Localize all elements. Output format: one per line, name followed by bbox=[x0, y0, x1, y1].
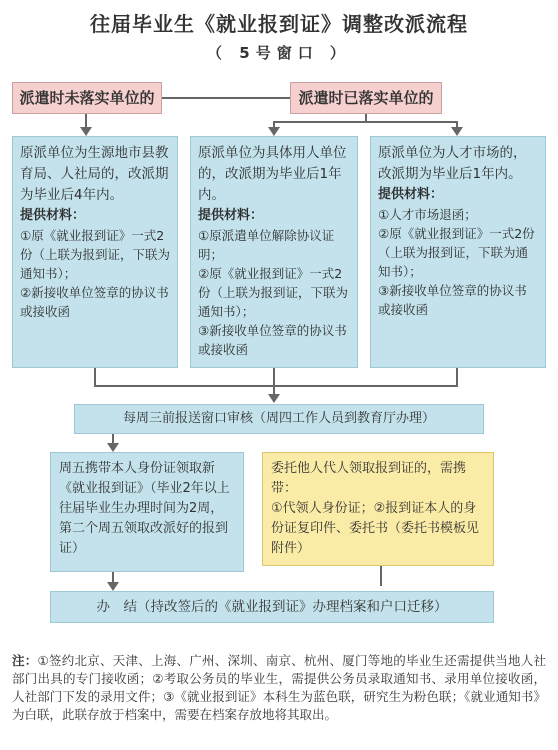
arrow-to-collect bbox=[107, 443, 119, 452]
box3-item: ①人才市场退函； bbox=[378, 207, 477, 222]
arrow-to-finish bbox=[107, 582, 119, 591]
box-talent-market bbox=[370, 136, 546, 368]
box3-item: ③新接收单位签章的协议书或接收函 bbox=[378, 283, 527, 317]
review-step: 每周三前报送窗口审核（周四工作人员到教育厅办理） bbox=[74, 404, 484, 434]
box-employer bbox=[190, 136, 358, 368]
box2-head: 原派单位为具体用人单位的，改派期为毕业后1年内。 bbox=[198, 145, 347, 203]
page-subtitle: （ 5号窗口 ） bbox=[207, 44, 351, 62]
page-title: 往届毕业生《就业报到证》调整改派流程 bbox=[90, 12, 468, 36]
arrow-to-review bbox=[268, 394, 280, 403]
box2-item: ③新接收单位签章的协议书或接收函 bbox=[198, 323, 347, 357]
box1-item: ①原《就业报到证》一式2份（上联为报到证，下联为通知书）； bbox=[20, 228, 171, 281]
box2-item: ①原派遣单位解除协议证明； bbox=[198, 228, 335, 262]
connector-merge-left bbox=[94, 368, 96, 386]
arrow-box3-down bbox=[451, 127, 463, 136]
footnote-text: ①签约北京、天津、上海、广州、深圳、南京、杭州、厦门等地的毕业生还需提供当地人社部门出具的专门接收函；②考取公务员的毕业生，需提供公务员录取通知书、录用单位接收函，人社部门下发的录用文件；③《就业报到证》本科生为蓝色联，研究生为粉色联；《就业通知书》为白联，此联存放于档案中，需要在档案存放地将其取出。 bbox=[12, 653, 546, 722]
arrow-box2-down bbox=[268, 127, 280, 136]
connector-merge-horizontal bbox=[94, 385, 458, 387]
box-local-bureau bbox=[12, 136, 178, 368]
box3-materials-label: 提供材料： bbox=[378, 187, 444, 202]
collect-proxy-step bbox=[262, 452, 494, 566]
box1-item: ②新接收单位签章的协议书或接收函 bbox=[20, 285, 169, 319]
box3-item: ②原《就业报到证》一式2份（上联为报到证，下联为通知书）； bbox=[378, 226, 535, 279]
collect-self-step: 周五携带本人身份证领取新《就业报到证》（毕业2年以上往届毕业生办理时间为2周，第二个周五领取改派好的报到证） bbox=[50, 452, 244, 572]
box1-head: 原派单位为生源地市县教育局、人社局的，改派期为毕业后4年内。 bbox=[20, 145, 169, 203]
box1-materials-label: 提供材料： bbox=[20, 208, 86, 223]
box2-materials-label: 提供材料： bbox=[198, 208, 264, 223]
connector-top bbox=[160, 97, 290, 99]
branch-header-assigned: 派遣时已落实单位的 bbox=[290, 82, 442, 114]
branch-header-unassigned: 派遣时未落实单位的 bbox=[12, 82, 162, 114]
footnote bbox=[12, 652, 546, 724]
proxy-head: 委托他人代人领取报到证的，需携带： bbox=[271, 461, 467, 496]
proxy-body: ①代领人身份证；②报到证本人的身份证复印件、委托书（委托书模板见附件） bbox=[271, 501, 480, 556]
connector-merge-right bbox=[456, 368, 458, 386]
box3-head: 原派单位为人才市场的，改派期为毕业后1年内。 bbox=[378, 145, 527, 182]
box2-item: ②原《就业报到证》一式2份（上联为报到证，下联为通知书）； bbox=[198, 266, 349, 319]
connector-proxy-down bbox=[380, 566, 382, 586]
finish-step: 办 结（持改签后的《就业报到证》办理档案和户口迁移） bbox=[50, 591, 494, 623]
connector-right-horizontal bbox=[273, 121, 458, 123]
arrow-left-down bbox=[80, 127, 92, 136]
footnote-label: 注： bbox=[12, 653, 38, 668]
